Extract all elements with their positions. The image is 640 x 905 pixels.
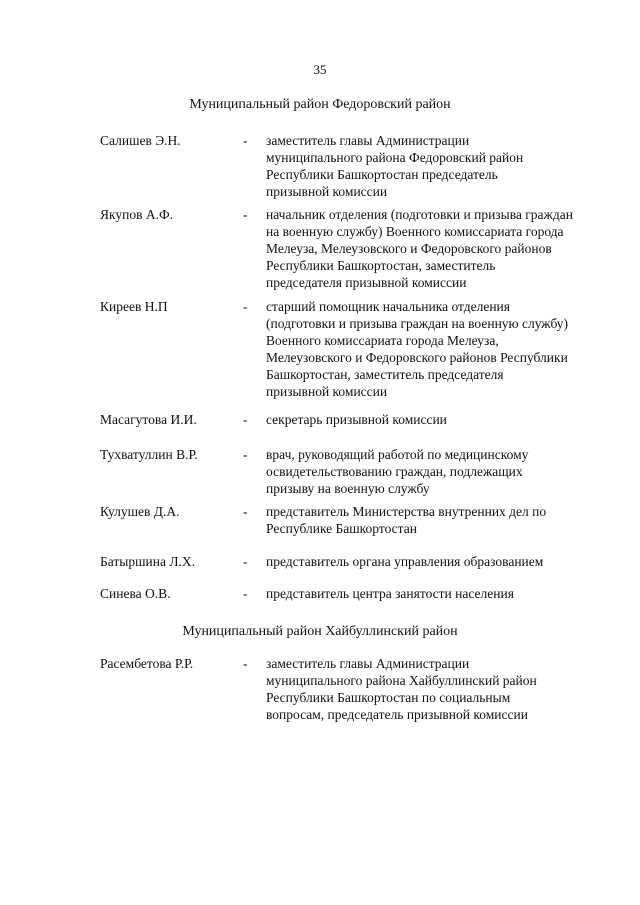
- page-number: 35: [313, 62, 327, 77]
- separator-dash: -: [243, 504, 248, 519]
- member-name: Кулушев Д.А.: [100, 504, 180, 519]
- member-name: Масагутова И.И.: [100, 412, 197, 427]
- separator-dash: -: [243, 554, 248, 569]
- separator-dash: -: [243, 299, 248, 314]
- member-role: представитель Министерства внутренних дел по Республике Башкортостан: [266, 504, 547, 536]
- separator-dash: -: [243, 447, 248, 462]
- member-role: врач, руководящий работой по медицинскому освидетельствованию граждан, подлежащих призыву на военную службу: [266, 447, 529, 496]
- member-name: Синева О.В.: [100, 586, 171, 601]
- member-role: секретарь призывной комиссии: [266, 412, 447, 427]
- separator-dash: -: [243, 586, 248, 601]
- separator-dash: -: [243, 656, 248, 671]
- member-name: Салишев Э.Н.: [100, 133, 181, 148]
- member-role: представитель центра занятости населения: [266, 586, 514, 601]
- member-name: Батыршина Л.Х.: [100, 554, 195, 569]
- separator-dash: -: [243, 412, 248, 427]
- member-name: Расембетова Р.Р.: [100, 656, 194, 671]
- section-title-fedorovsky: Муниципальный район Федоровский район: [189, 97, 451, 112]
- member-role: заместитель главы Администрации муниципального района Хайбуллинский район Республики Башкортостан по социальным вопросам, председатель призывной комиссии: [266, 656, 537, 722]
- member-role: старший помощник начальника отделения (подготовки и призыва граждан на военную службу) Военного комиссариата города Мелеуза, Мелеузовского и Федоровского районов Республики Башкортостан, заместитель председателя призывной комиссии: [266, 299, 569, 399]
- separator-dash: -: [243, 133, 248, 148]
- member-role: начальник отделения (подготовки и призыва граждан на военную службу) Военного комиссариата города Мелеуза, Мелеузовского и Федоровского районов Республики Башкортостан, заместитель председателя призывной комиссии: [266, 207, 573, 290]
- member-name: Якупов А.Ф.: [100, 207, 174, 222]
- member-role: представитель органа управления образованием: [266, 554, 544, 569]
- section-title-khaibullinsky: Муниципальный район Хайбуллинский район: [182, 624, 458, 639]
- member-role: заместитель главы Администрации муниципального района Федоровский район Республики Башкортостан председатель призывной комиссии: [266, 133, 524, 199]
- member-name: Тухватуллин В.Р.: [100, 447, 198, 462]
- member-name: Киреев Н.П: [100, 299, 168, 314]
- separator-dash: -: [243, 207, 248, 222]
